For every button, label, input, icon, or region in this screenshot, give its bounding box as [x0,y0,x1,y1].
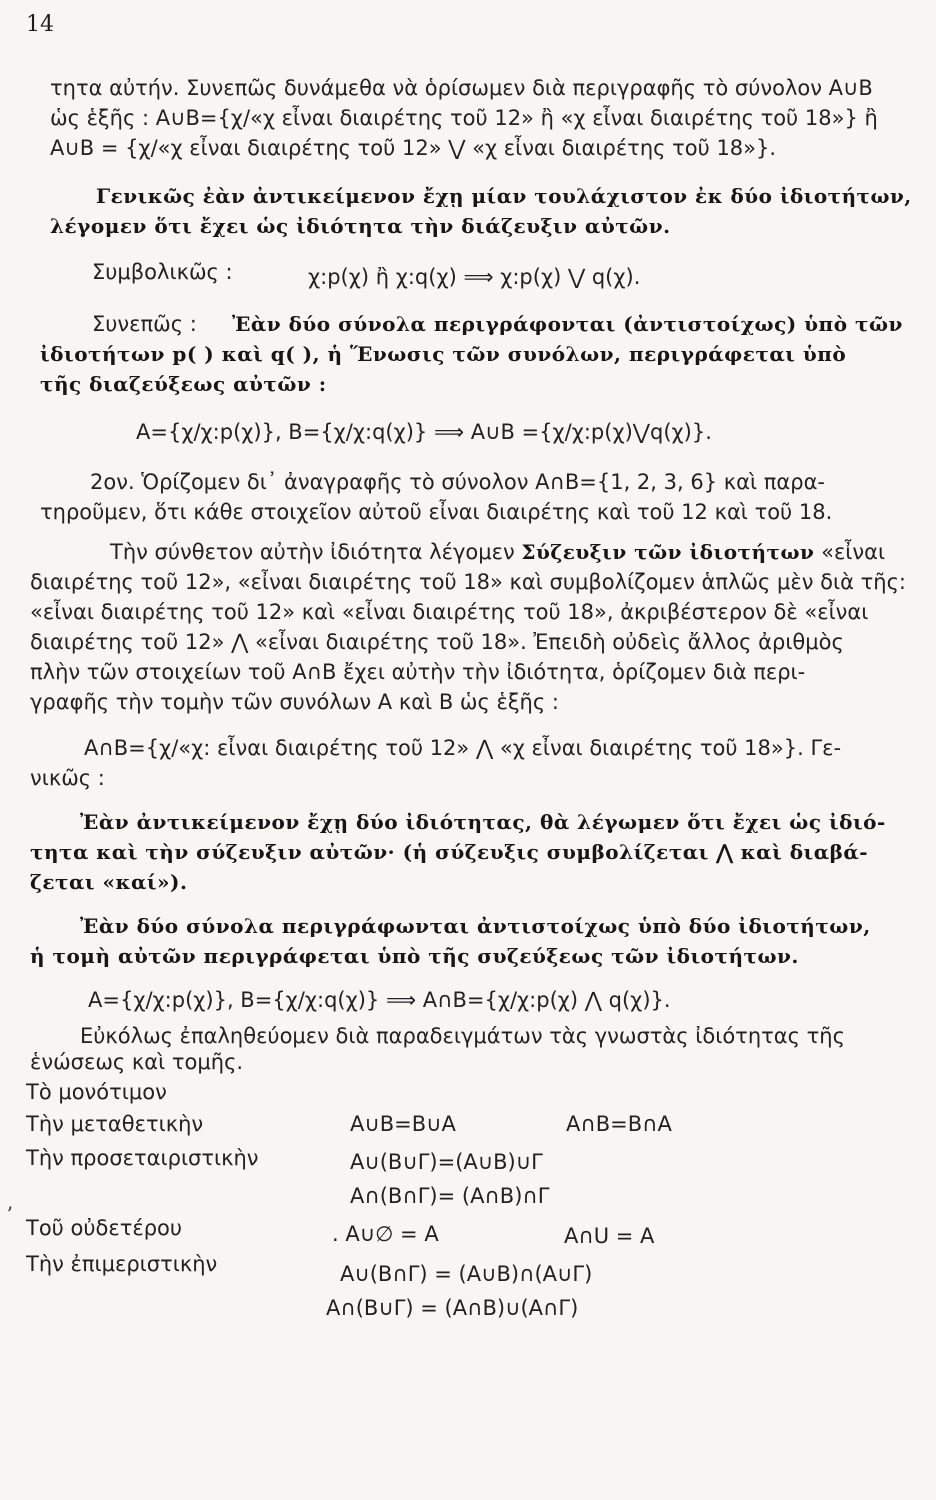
text-line: «εἶναι διαιρέτης τοῦ 12» καὶ «εἶναι διαιρέτης τοῦ 18», ἀκριβέστερον δὲ «εἶναι [30,600,869,624]
text-line: ἑνώσεως καὶ τομῆς. [30,1050,244,1074]
property-name: Τὴν ἐπιμεριστικὴν [26,1252,218,1276]
margin-mark: ʼ [6,1202,13,1226]
text-line: πλὴν τῶν στοιχείων τοῦ A∩B ἔχει αὐτὴν τὴν ἰδιότητα, ὁρίζομεν διὰ περι- [30,660,806,684]
rule-text-line: λέγομεν ὅτι ἔχει ὡς ἰδιότητα τὴν διάζευξιν αὐτῶν. [50,214,671,238]
rule-text-line: Ἐὰν ἀντικείμενον ἔχῃ δύο ἰδιότητας, θὰ λέγωμεν ὅτι ἔχει ὡς ἰδιό- [80,810,886,834]
text-line: τηροῦμεν, ὅτι κάθε στοιχεῖον αὐτοῦ εἶναι διαιρέτης καὶ τοῦ 12 καὶ τοῦ 18. [40,500,833,524]
text-line [110,538,885,566]
formula-disjunction: χ:p(χ) ἢ χ:q(χ) ⟹ χ:p(χ) ⋁ q(χ). [308,265,641,289]
formula-union: A={χ/χ:p(χ)}, B={χ/χ:q(χ)} ⟹ A∪B ={χ/χ:p(χ)⋁q(χ)}. [136,420,712,444]
rule-text-line: τῆς διαζεύξεως αὐτῶν : [40,372,327,396]
text-span: Τὴν σύνθετον αὐτὴν ἰδιότητα λέγομεν [110,540,515,564]
property-name: Τὴν προσεταιριστικὴν [26,1146,259,1170]
property-formula: A∩U = A [564,1224,655,1248]
property-formula: A∪B=B∪A [350,1112,456,1136]
rule-text-line: τητα καὶ τὴν σύζευξιν αὐτῶν· (ἡ σύζευξις συμβολίζεται ⋀ καὶ διαβά- [30,840,869,864]
rule-text-line: ἡ τομὴ αὐτῶν περιγράφεται ὑπὸ τῆς συζεύξεως τῶν ἰδιοτήτων. [30,944,799,968]
formula-intersection: A∩B={χ/«χ: εἶναι διαιρέτης τοῦ 12» ⋀ «χ εἶναι διαιρέτης τοῦ 18»}. Γε- [84,736,842,760]
text-line: διαιρέτης τοῦ 12», «εἶναι διαιρέτης τοῦ 18» καὶ συμβολίζομεν ἁπλῶς μὲν διὰ τῆς: [30,570,906,594]
property-formula: A∩(B∪Γ) = (A∩B)∪(A∩Γ) [326,1296,579,1320]
rule-text-line: ἰδιοτήτων p( ) καὶ q( ), ἡ Ἕνωσις τῶν συνόλων, περιγράφεται ὑπὸ [40,342,847,366]
text-line: γραφῆς τὴν τομὴν τῶν συνόλων A καὶ B ὡς ἑξῆς : [30,690,559,714]
label-symbolically: Συμβολικῶς : [92,260,233,284]
property-name: Τὸ μονότιμον [26,1080,167,1104]
property-formula: A∪(B∩Γ) = (A∪B)∩(A∪Γ) [340,1262,593,1286]
property-formula: A∩B=B∩A [566,1112,672,1136]
rule-text-line: Ἐὰν δύο σύνολα περιγράφονται (ἀντιστοίχως) ὑπὸ τῶν [232,312,903,336]
text-line: A∪B = {χ/«χ εἶναι διαιρέτης τοῦ 12» ⋁ «χ εἶναι διαιρέτης τοῦ 18»}. [50,136,777,160]
formula-intersection-rule: A={χ/χ:p(χ)}, B={χ/χ:q(χ)} ⟹ A∩B={χ/χ:p(χ) ⋀ q(χ)}. [88,988,671,1012]
text-line: διαιρέτης τοῦ 12» ⋀ «εἶναι διαιρέτης τοῦ 18». Ἐπειδὴ οὐδεὶς ἄλλος ἀριθμὸς [30,630,844,654]
rule-text-line: Ἐὰν δύο σύνολα περιγράφωνται ἀντιστοίχως ὑπὸ δύο ἰδιοτήτων, [80,914,871,938]
text-line: 2ον. Ὁρίζομεν δι᾽ ἀναγραφῆς τὸ σύνολον A∩B={1, 2, 3, 6} καὶ παρα- [90,470,825,494]
label-consequently: Συνεπῶς : [92,312,197,336]
property-formula: A∪(B∪Γ)=(A∪B)∪Γ [350,1150,543,1174]
rule-text-line: ζεται «καί»). [30,870,188,894]
property-formula: A∩(B∩Γ)= (A∩B)∩Γ [350,1184,550,1208]
property-formula: . A∪∅ = A [332,1222,439,1246]
property-name: Τοῦ οὐδετέρου [26,1216,183,1240]
property-name: Τὴν μεταθετικὴν [26,1112,204,1136]
text-line: νικῶς : [30,766,105,790]
page-number: 14 [26,12,54,37]
term-conjunction: Σύζευξιν τῶν ἰδιοτήτων [521,540,815,564]
text-span: «εἶναι [821,540,886,564]
text-line: τητα αὐτήν. Συνεπῶς δυνάμεθα νὰ ὁρίσωμεν διὰ περιγραφῆς τὸ σύνολον A∪B [50,76,873,100]
text-line: ὡς ἑξῆς : A∪B={χ/«χ εἶναι διαιρέτης τοῦ 12» ἢ «χ εἶναι διαιρέτης τοῦ 18»} ἢ [50,106,878,130]
text-line: Εὐκόλως ἐπαληθεύομεν διὰ παραδειγμάτων τὰς γνωστὰς ἰδιότητας τῆς [80,1024,845,1048]
rule-text-line: Γενικῶς ἐὰν ἀντικείμενον ἔχῃ μίαν τουλάχιστον ἐκ δύο ἰδιοτήτων, [96,184,912,208]
